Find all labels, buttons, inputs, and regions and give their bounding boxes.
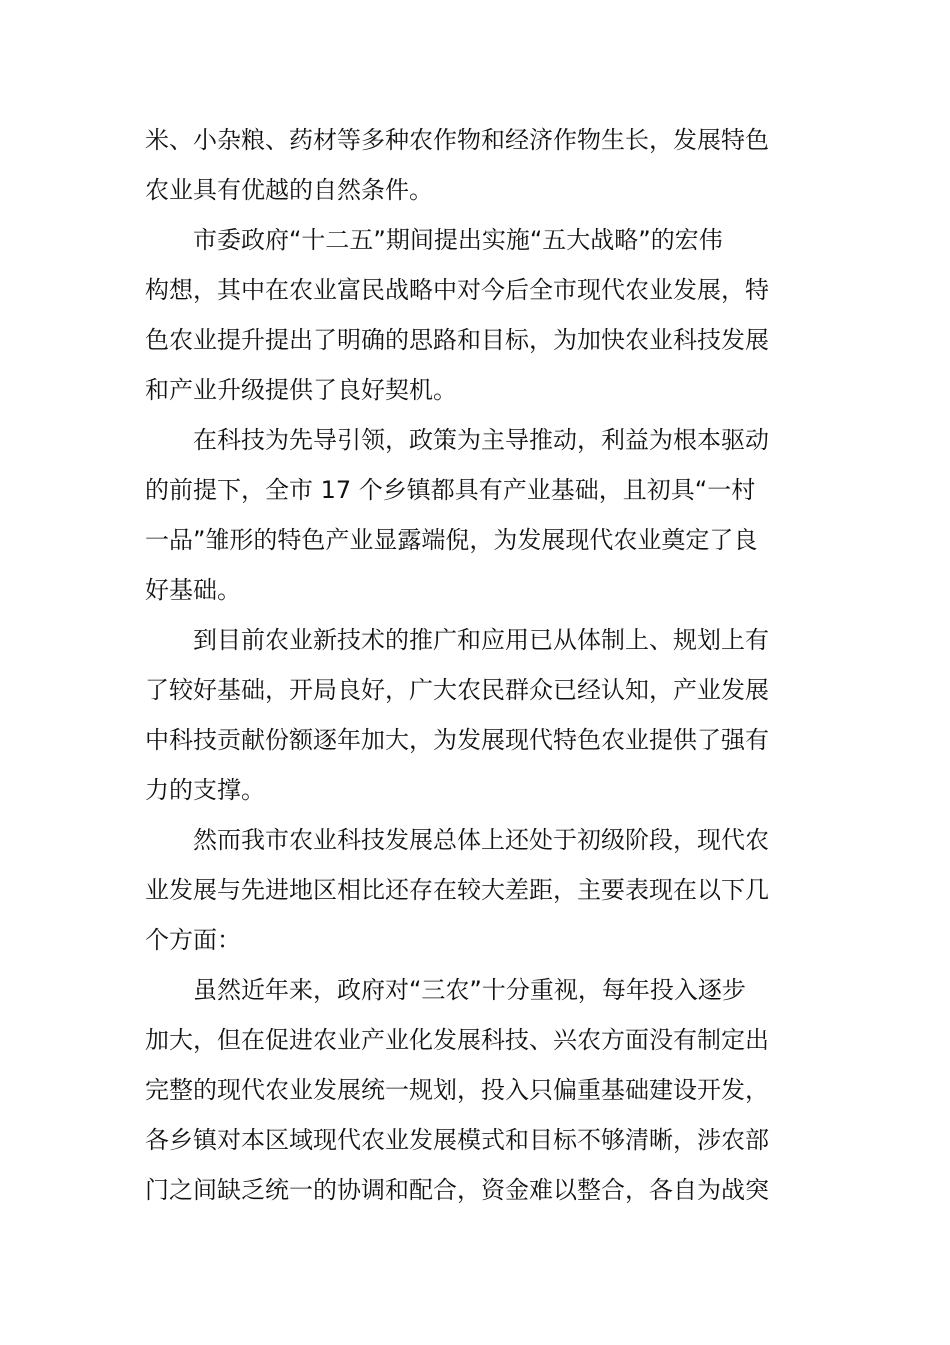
text-line: 一品”雏形的特色产业显露端倪，为发展现代农业奠定了良 — [145, 526, 758, 554]
text-line: 完整的现代农业发展统一规划，投入只偏重基础建设开发， — [145, 1076, 769, 1104]
text-line: 各乡镇对本区域现代农业发展模式和目标不够清晰，涉农部 — [145, 1126, 769, 1154]
body-text — [145, 115, 769, 1215]
paragraph-1 — [145, 115, 769, 215]
paragraph-5 — [145, 815, 769, 965]
paragraph-3 — [145, 415, 769, 615]
text-line: 个方面： — [145, 926, 241, 954]
text-line: 农业具有优越的自然条件。 — [145, 176, 433, 204]
text-line: 然而我市农业科技发展总体上还处于初级阶段，现代农 — [193, 826, 769, 854]
text-line: 米、小杂粮、药材等多种农作物和经济作物生长，发展特色 — [145, 126, 769, 154]
text-line: 力的支撑。 — [145, 776, 265, 804]
text-line: 在科技为先导引领，政策为主导推动，利益为根本驱动 — [193, 426, 769, 454]
text-line: 业发展与先进地区相比还存在较大差距，主要表现在以下几 — [145, 876, 769, 904]
paragraph-2 — [145, 215, 769, 415]
text-line: 的前提下，全市 17 个乡镇都具有产业基础，且初具“一村 — [145, 476, 756, 504]
text-line: 色农业提升提出了明确的思路和目标，为加快农业科技发展 — [145, 326, 769, 354]
text-line: 中科技贡献份额逐年加大，为发展现代特色农业提供了强有 — [145, 726, 769, 754]
text-line: 门之间缺乏统一的协调和配合，资金难以整合，各自为战突 — [145, 1176, 769, 1204]
text-line: 和产业升级提供了良好契机。 — [145, 376, 457, 404]
text-line: 市委政府“十二五”期间提出实施“五大战略”的宏伟 — [193, 226, 723, 254]
paragraph-4 — [145, 615, 769, 815]
text-line: 虽然近年来，政府对“三农”十分重视，每年投入逐步 — [193, 976, 746, 1004]
paragraph-6 — [145, 965, 769, 1215]
text-line: 了较好基础，开局良好，广大农民群众已经认知，产业发展 — [145, 676, 769, 704]
text-line: 加大，但在促进农业产业化发展科技、兴农方面没有制定出 — [145, 1026, 769, 1054]
text-line: 好基础。 — [145, 576, 241, 604]
text-line: 构想，其中在农业富民战略中对今后全市现代农业发展，特 — [145, 276, 769, 304]
text-line: 到目前农业新技术的推广和应用已从体制上、规划上有 — [193, 626, 769, 654]
